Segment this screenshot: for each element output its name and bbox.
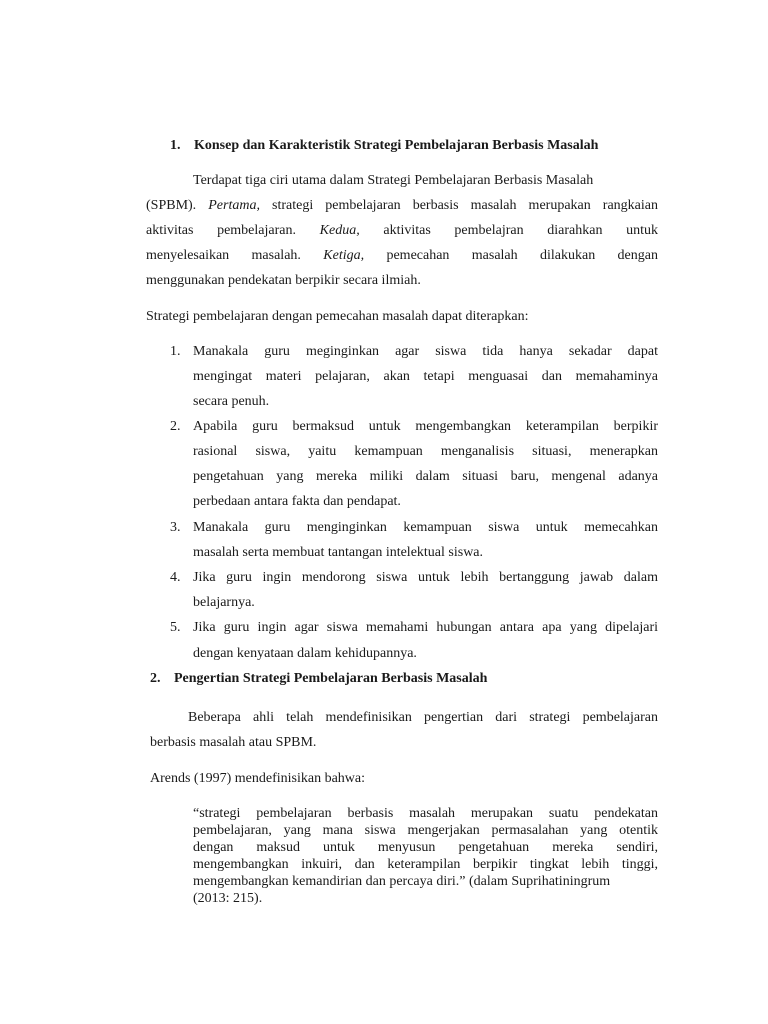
section-1-title: Konsep dan Karakteristik Strategi Pembelajaran Berbasis Masalah xyxy=(194,138,599,153)
paragraph-line: berbasis masalah atau SPBM. xyxy=(150,735,317,750)
quote-line: pembelajaran, yang mana siswa mengerjakan permasalahan yang otentik xyxy=(193,823,658,838)
paragraph-line: menyelesaikan masalah. Ketiga, pemecahan masalah dilakukan dengan xyxy=(146,248,658,263)
list-number: 5. xyxy=(170,620,181,635)
list-intro: Strategi pembelajaran dengan pemecahan masalah dapat diterapkan: xyxy=(146,309,529,324)
paragraph-line: menggunakan pendekatan berpikir secara ilmiah. xyxy=(146,273,421,288)
paragraph-line: Beberapa ahli telah mendefinisikan pengertian dari strategi pembelajaran xyxy=(188,710,658,725)
list-item-line: masalah serta membuat tantangan intelektual siswa. xyxy=(193,545,484,560)
list-item-line: mengingat materi pelajaran, akan tetapi menguasai dan memahaminya xyxy=(193,369,658,384)
paragraph-line: (SPBM). Pertama, strategi pembelajaran berbasis masalah merupakan rangkaian xyxy=(146,198,658,213)
list-item-line: Jika guru ingin mendorong siswa untuk lebih bertanggung jawab dalam xyxy=(193,570,658,585)
list-item-line: belajarnya. xyxy=(193,595,255,610)
quote-line: “strategi pembelajaran berbasis masalah merupakan suatu pendekatan xyxy=(193,806,658,821)
list-item-line: dengan kenyataan dalam kehidupannya. xyxy=(193,646,417,661)
list-item-line: Manakala guru menginginkan kemampuan siswa untuk memecahkan xyxy=(193,520,658,535)
list-item-line: pengetahuan yang mereka miliki dalam situasi baru, mengenal adanya xyxy=(193,469,658,484)
section-2-title: Pengertian Strategi Pembelajaran Berbasis Masalah xyxy=(174,671,488,686)
quote-line: (2013: 215). xyxy=(193,891,263,906)
list-item-line: perbedaan antara fakta dan pendapat. xyxy=(193,494,401,509)
list-number: 2. xyxy=(170,419,181,434)
list-item-line: Jika guru ingin agar siswa memahami hubungan antara apa yang dipelajari xyxy=(193,620,658,635)
section-1-number: 1. xyxy=(170,138,181,153)
quote-line: mengembangkan inkuiri, dan keterampilan berpikir tingkat lebih tinggi, xyxy=(193,857,658,872)
quote-line: mengembangkan kemandirian dan percaya diri.” (dalam Suprihatiningrum xyxy=(193,874,611,889)
list-item-line: Manakala guru meginginkan agar siswa tida hanya sekadar dapat xyxy=(193,344,658,359)
paragraph-line: Terdapat tiga ciri utama dalam Strategi Pembelajaran Berbasis Masalah xyxy=(193,173,594,188)
quote-line: dengan maksud untuk menyusun pengetahuan mereka sendiri, xyxy=(193,840,658,855)
list-item-line: secara penuh. xyxy=(193,394,270,409)
paragraph-line: aktivitas pembelajaran. Kedua, aktivitas pembelajran diarahkan untuk xyxy=(146,223,658,238)
list-item-line: rasional siswa, yaitu kemampuan menganalisis situasi, menerapkan xyxy=(193,444,658,459)
list-number: 4. xyxy=(170,570,181,585)
citation-intro: Arends (1997) mendefinisikan bahwa: xyxy=(150,771,365,786)
list-item-line: Apabila guru bermaksud untuk mengembangkan keterampilan berpikir xyxy=(193,419,658,434)
list-number: 1. xyxy=(170,344,181,359)
section-2-number: 2. xyxy=(150,671,161,686)
list-number: 3. xyxy=(170,520,181,535)
